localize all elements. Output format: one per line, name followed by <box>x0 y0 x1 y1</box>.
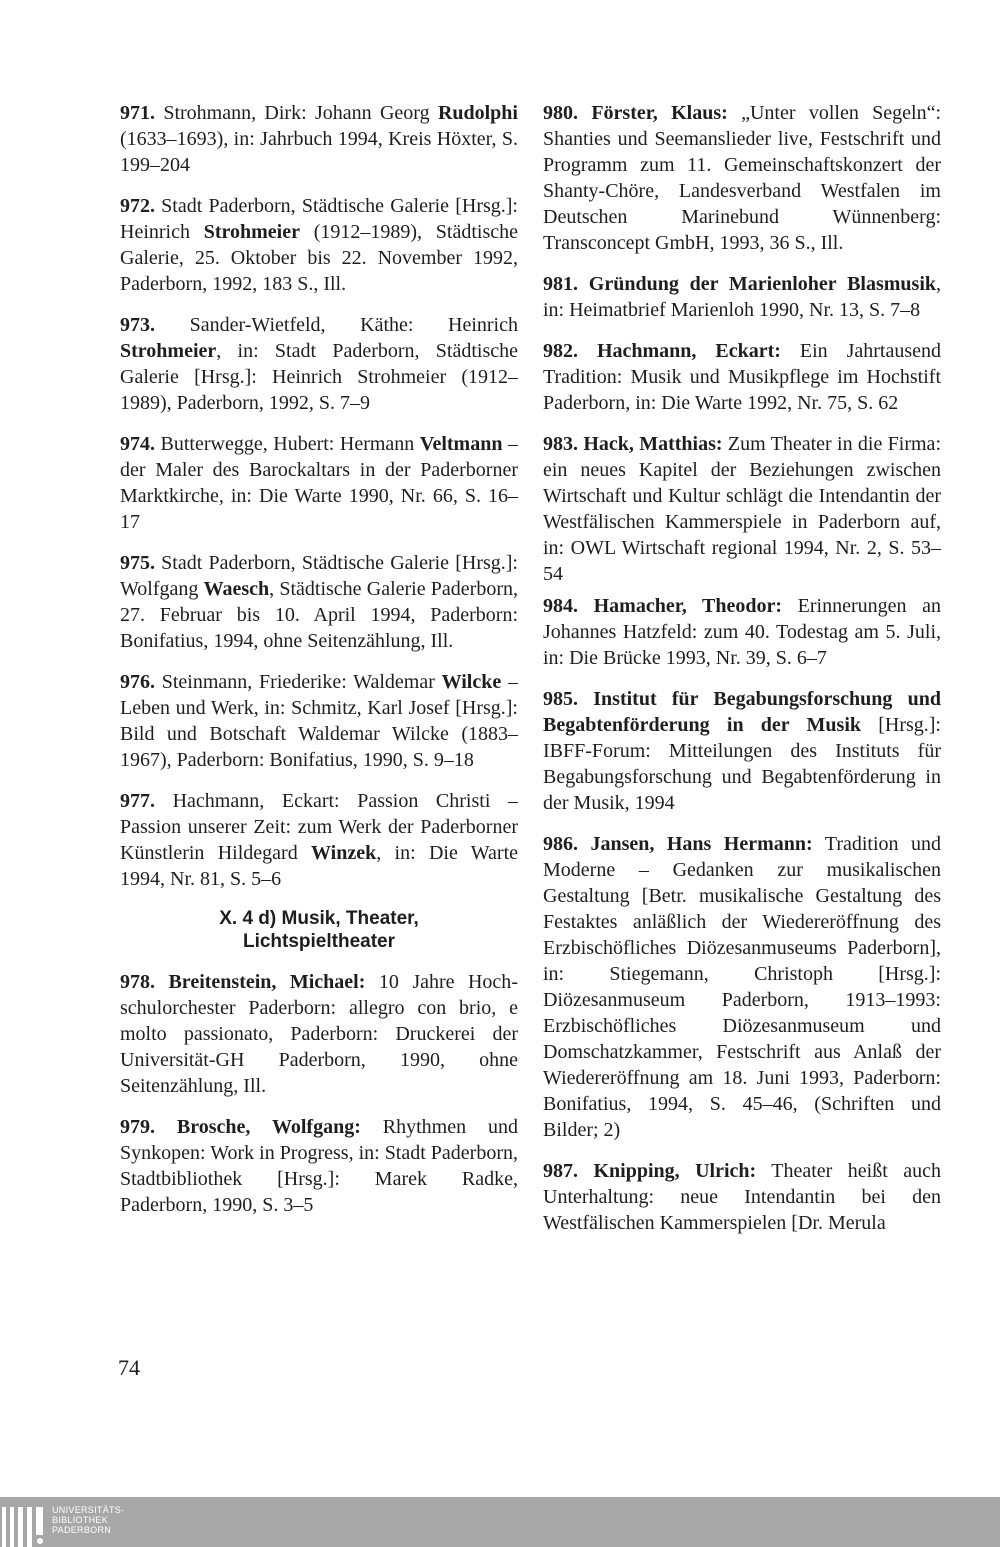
entry-978 <box>120 969 518 1099</box>
entry-986 <box>543 831 941 1143</box>
entry-bold-text: Strohmeier <box>120 340 217 362</box>
entry-bold-text: Veltmann <box>419 433 503 455</box>
entry-text: „Unter vollen Segeln“: Shanties und Seemanslieder live, Festschrift und Programm zum 11. Gemeinschaftskonzert der Shanty-Chöre, Landesverband Westfalen im Deutschen Marinebund Wünnenberg: Transconcept GmbH, 1993, 36 S., Ill. <box>543 102 941 254</box>
entry-979 <box>120 1114 518 1218</box>
entry-977 <box>120 788 518 892</box>
entry-number: 987. <box>543 1160 578 1182</box>
entry-text: , in: Die Warte 1994, Nr. 81, S. 5–6 <box>120 842 519 890</box>
entry-text: Butterwegge, Hubert: Hermann <box>155 433 420 455</box>
entry-number: 980. <box>543 102 578 124</box>
entry-text: 10 Jahre Hochschulorchester Paderborn: allegro con brio, e molto passionato, Paderborn: Druckerei der Universität-GH Paderborn, 1990, ohne Seitenzählung, Ill. <box>120 971 518 1097</box>
entry-bold-text: Waesch <box>203 578 270 600</box>
entry-bold-text: Institut für Begabungsforschung und Begabtenförderung in der Musik <box>543 688 941 736</box>
entry-974 <box>120 431 518 535</box>
section-heading <box>120 907 518 953</box>
entry-983 <box>543 431 941 587</box>
entry-text: , Städtische Galerie Paderborn, 27. Februar bis 10. April 1994, Paderborn: Bonifatius, 1994, ohne Seitenzählung, Ill. <box>120 578 518 652</box>
page-number: 74 <box>118 1355 140 1380</box>
entry-text: Steinmann, Friederike: Waldemar <box>155 671 442 693</box>
entry-text: – Leben und Werk, in: Schmitz, Karl Josef [Hrsg.]: Bild und Botschaft Waldemar Wilcke (1883–1967), Paderborn: Bonifatius, 1990, S. 9–18 <box>120 671 518 771</box>
entry-text: , in: Stadt Paderborn, Städtische Galerie [Hrsg.]: Heinrich Strohmeier (1912–1989), Paderborn, 1992, S. 7–9 <box>120 340 518 414</box>
library-name-line3: PADERBORN <box>52 1525 112 1535</box>
entry-bold-text: Strohmeier <box>203 221 300 243</box>
entry-bold-text: Jansen, Hans Hermann: <box>578 833 813 855</box>
entry-bold-text: Wilcke <box>441 671 502 693</box>
library-footer-banner <box>0 1497 1000 1547</box>
entry-number: 976. <box>120 671 155 693</box>
entry-number: 975. <box>120 552 155 574</box>
entry-text: Tradition und Moderne – Gedanken zur musikalischen Gestaltung [Betr. musikalische Gestaltung des Festaktes anläßlich der Wiedereröffnung des Erzbischöfliches Diözesanmuseums Paderborn], in: Stiegemann, Christoph [Hrsg.]: Diözesanmuseum Paderborn, 1913–1993: Erzbischöfliches Diözesanmuseum und Domschatzkammer, Festschrift aus Anlaß der Wiedereröffnung am 18. Juni 1993, Paderborn: Bonifatius, 1994, S. 45–46, (Schriften und Bilder; 2) <box>543 833 942 1141</box>
entry-bold-text: Knipping, Ulrich: <box>578 1160 757 1182</box>
entry-bold-text: Hachmann, Eckart: <box>578 340 781 362</box>
library-name-line2: BIBLIOTHEK <box>52 1515 109 1525</box>
section-heading-line2: Lichtspieltheater <box>242 931 396 952</box>
entry-number: 978. <box>120 971 155 993</box>
entry-text: Hachmann, Eckart: Passion Christi – Passion unserer Zeit: zum Werk der Paderborner Künstlerin Hildegard <box>120 790 518 864</box>
entry-text: Theater heißt auch Unterhaltung: neue Intendantin bei den Westfälischen Kammerspielen [Dr. Merula <box>543 1160 941 1234</box>
entry-text: – der Maler des Barockaltars in der Paderborner Marktkirche, in: Die Warte 1990, Nr. 66, S. 16–17 <box>120 433 519 533</box>
entry-bold-text: Breitenstein, Michael: <box>155 971 366 993</box>
entry-976 <box>120 669 518 773</box>
entry-text: Zum Theater in die Firma: ein neues Kapitel der Beziehungen zwischen Wirtschaft und Kultur schlägt die Intendantin der Westfälischen Kammerspiele in Paderborn auf, in: OWL Wirtschaft regional 1994, Nr. 2, S. 53–54 <box>543 433 941 585</box>
right-column <box>543 100 941 1251</box>
entry-text: Erinnerungen an Johannes Hatzfeld: zum 40. Todestag am 5. Juli, in: Die Brücke 1993, Nr. 39, S. 6–7 <box>543 595 941 669</box>
entry-text: Sander-Wietfeld, Käthe: Heinrich <box>155 314 518 336</box>
entry-text: [Hrsg.]: IBFF-Forum: Mitteilungen des Instituts für Begabungsforschung und Begabtenförderung in der Musik, 1994 <box>543 714 941 814</box>
entry-number: 984. <box>543 595 578 617</box>
entry-981 <box>543 271 941 323</box>
entry-bold-text: Gründung der Marienloher Blasmusik <box>578 273 936 295</box>
entry-973 <box>120 312 518 416</box>
entry-text: , in: Heimatbrief Marienloh 1990, Nr. 13, S. 7–8 <box>543 273 941 321</box>
entry-number: 973. <box>120 314 155 336</box>
entry-number: 974. <box>120 433 155 455</box>
entry-bold-text: Förster, Klaus: <box>578 102 728 124</box>
entry-text: Stadt Paderborn, Städtische Galerie [Hrsg.]: Wolfgang <box>120 552 518 600</box>
entry-bold-text: Winzek <box>311 842 377 864</box>
entry-number: 972. <box>120 195 155 217</box>
entry-984 <box>543 593 941 671</box>
entry-971 <box>120 100 518 178</box>
library-name-line1: UNIVERSITÄTS- <box>52 1505 125 1515</box>
entry-number: 985. <box>543 688 578 710</box>
entry-text: Stadt Paderborn, Städtische Galerie [Hrsg.]: Heinrich <box>120 195 518 243</box>
entry-number: 971. <box>120 102 155 124</box>
entry-number: 982. <box>543 340 578 362</box>
entry-text: (1912–1989), Städtische Galerie, 25. Oktober bis 22. November 1992, Paderborn, 1992, 183 S., Ill. <box>120 221 518 295</box>
entry-bold-text: Hamacher, Theodor: <box>578 595 783 617</box>
entry-bold-text: Hack, Matthias: <box>578 433 723 455</box>
entry-text: Ein Jahrtausend Tradition: Musik und Musikpflege im Hochstift Paderborn, in: Die Warte 1992, Nr. 75, S. 62 <box>543 340 941 414</box>
entry-985 <box>543 686 941 816</box>
entry-bold-text: Rudolphi <box>437 102 518 124</box>
entry-text: Rhythmen und Synkopen: Work in Progress, in: Stadt Paderborn, Stadtbibliothek [Hrsg.]: Marek Radke, Paderborn, 1990, S. 3–5 <box>120 1116 518 1216</box>
entry-text: Strohmann, Dirk: Johann Georg <box>155 102 438 124</box>
library-logo-icon <box>0 1497 46 1547</box>
entry-972 <box>120 193 518 297</box>
entry-number: 981. <box>543 273 578 295</box>
entry-text: (1633–1693), in: Jahrbuch 1994, Kreis Höxter, S. 199–204 <box>120 128 518 176</box>
section-heading-line1: X. 4 d) Musik, Theater, <box>219 908 419 929</box>
entry-number: 983. <box>543 433 578 455</box>
entry-number: 977. <box>120 790 155 812</box>
entry-bold-text: Brosche, Wolfgang: <box>155 1116 361 1138</box>
library-name <box>52 1505 124 1535</box>
entry-975 <box>120 550 518 654</box>
entry-987 <box>543 1158 941 1236</box>
entry-982 <box>543 338 941 416</box>
entry-980 <box>543 100 941 256</box>
entry-number: 986. <box>543 833 578 855</box>
entry-number: 979. <box>120 1116 155 1138</box>
left-column <box>120 100 518 1233</box>
